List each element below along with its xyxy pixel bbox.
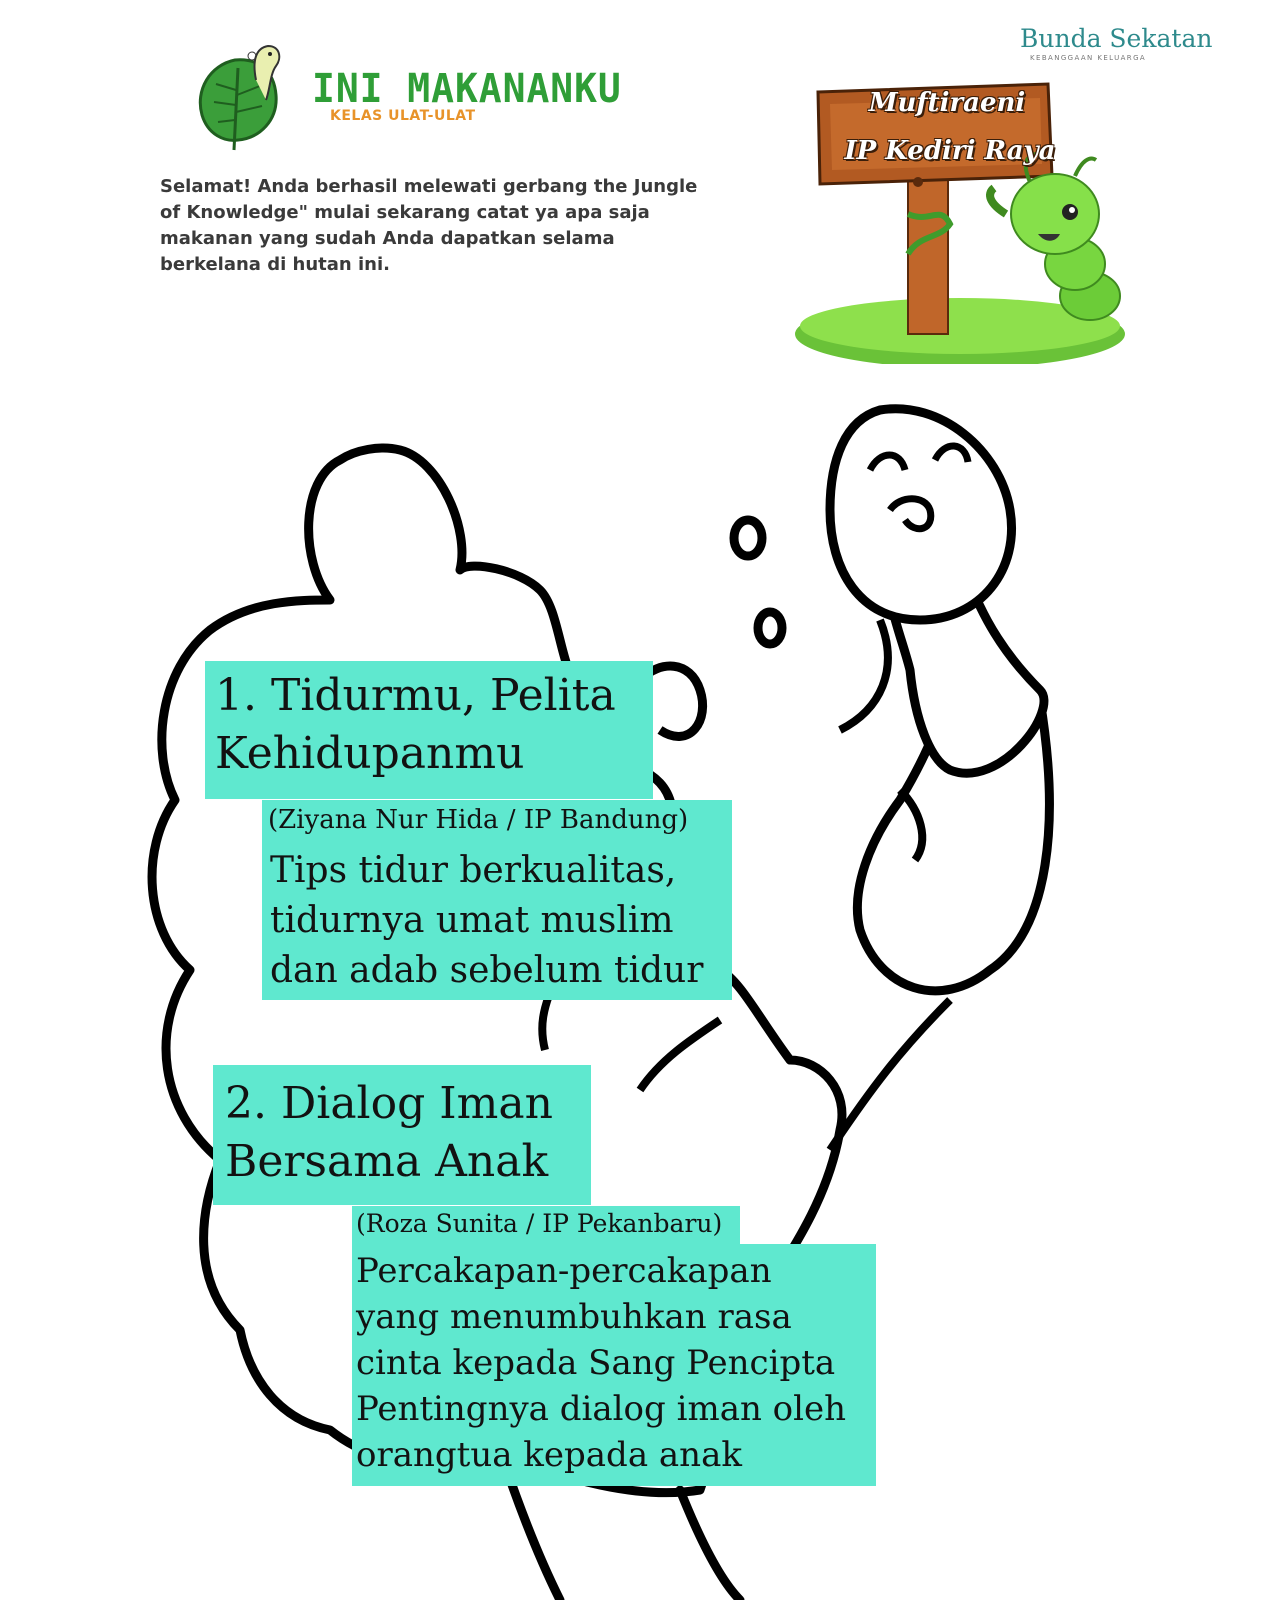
item-1-title bbox=[205, 661, 653, 799]
signboard-place: IP Kediri Raya bbox=[844, 136, 1056, 166]
item-1-desc-line-3: dan adab sebelum tidur bbox=[270, 950, 704, 991]
item-2-desc-line-2: yang menumbuhkan rasa bbox=[356, 1297, 792, 1337]
item-1-title-line-2: Kehidupanmu bbox=[215, 728, 525, 779]
item-2-author: (Roza Sunita / IP Pekanbaru) bbox=[352, 1206, 740, 1244]
signboard-name: Muftiraeni bbox=[868, 88, 1026, 118]
brand-logo: Bunda Sekatan bbox=[1020, 24, 1213, 53]
item-2-description bbox=[352, 1244, 876, 1486]
item-1-author: (Ziyana Nur Hida / IP Bandung) bbox=[262, 800, 732, 842]
intro-text: Selamat! Anda berhasil melewati gerbang the Jungle of Knowledge" mulai sekarang catat ya apa saja makanan yang sudah Anda dapatkan selama berkelana di hutan ini. bbox=[160, 176, 698, 275]
item-1-title-line-1: 1. Tidurmu, Pelita bbox=[215, 670, 616, 721]
page-title: INI MAKANANKU bbox=[312, 66, 622, 112]
item-2-desc-line-3: cinta kepada Sang Pencipta bbox=[356, 1343, 836, 1383]
item-1-description bbox=[262, 842, 732, 1000]
item-2-desc-line-1: Percakapan-percakapan bbox=[356, 1251, 772, 1291]
brand-tagline: KEBANGGAAN KELUARGA bbox=[1030, 54, 1147, 62]
leaf-logo-icon bbox=[190, 40, 300, 160]
page-subtitle: KELAS ULAT-ULAT bbox=[330, 108, 476, 124]
item-2-desc-line-4: Pentingnya dialog iman oleh bbox=[356, 1389, 847, 1429]
item-2-title-line-1: 2. Dialog Iman bbox=[225, 1078, 553, 1129]
item-1-desc-line-1: Tips tidur berkualitas, bbox=[270, 850, 677, 891]
item-2-title bbox=[213, 1065, 591, 1205]
item-2-desc-line-5: orangtua kepada anak bbox=[356, 1435, 742, 1475]
item-1-desc-line-2: tidurnya umat muslim bbox=[270, 900, 674, 941]
item-2-title-line-2: Bersama Anak bbox=[225, 1136, 549, 1187]
